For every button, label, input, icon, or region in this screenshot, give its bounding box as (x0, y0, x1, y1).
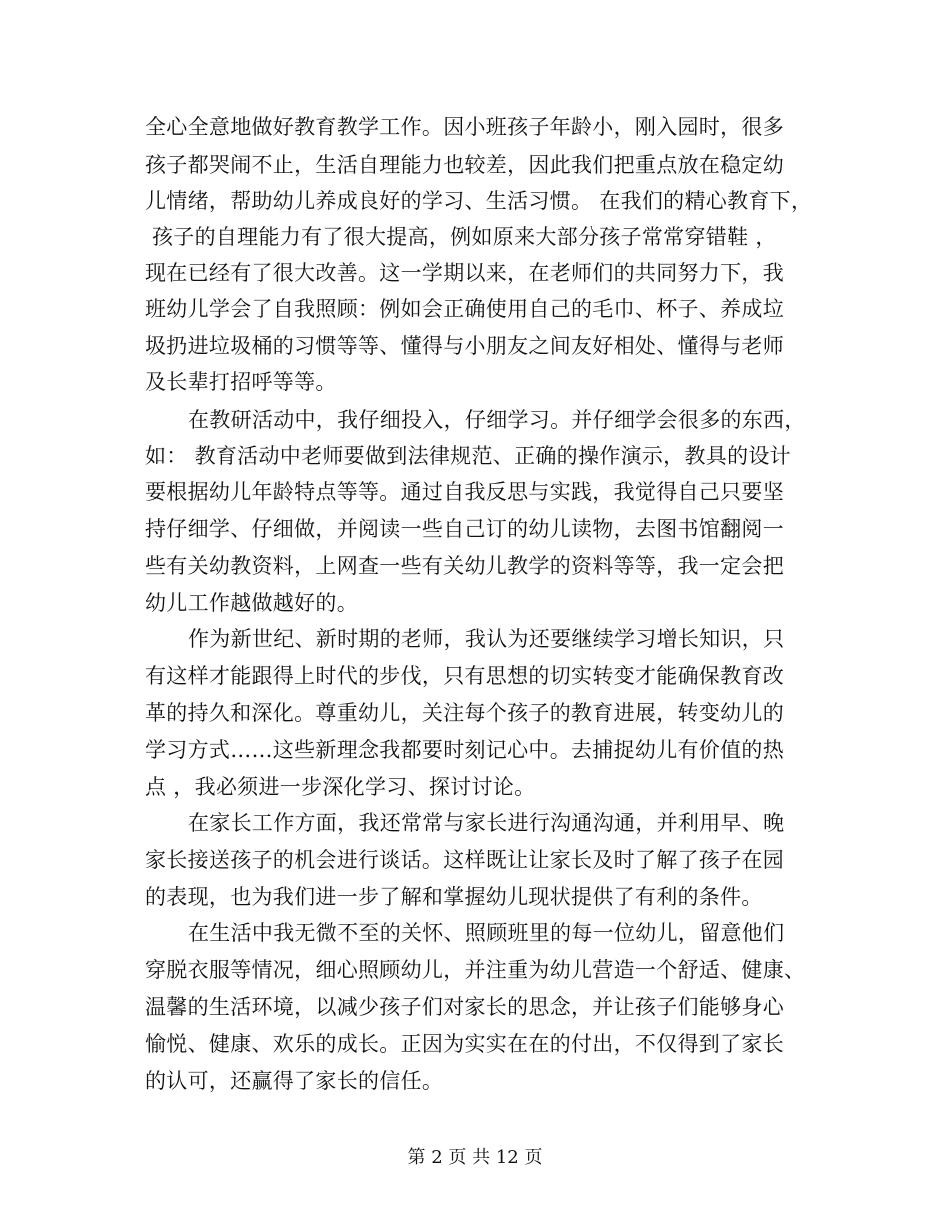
text-line: 有这样才能跟得上时代的步伐，只有思想的切实转变才能确保教育改 (145, 664, 784, 688)
text-line: 班幼儿学会了自我照顾：例如会正确使用自己的毛巾、杯子、养成垃 (145, 297, 784, 321)
text-line: 孩子都哭闹不止，生活自理能力也较差，因此我们把重点放在稳定幼 (145, 153, 784, 177)
text-line: 的认可，还赢得了家长的信任。 (145, 1069, 444, 1093)
paragraph-start-line: 作为新世纪、新时期的老师，我认为还要继续学习增长知识，只 (188, 627, 785, 651)
paragraph-start-line: 在生活中我无微不至的关怀、照顾班里的每一位幼儿，留意他们 (188, 921, 785, 945)
paragraph-start-line: 在家长工作方面，我还常常与家长进行沟通沟通，并利用早、晚 (188, 811, 785, 835)
text-line: 孩子的自理能力有了很大提高，例如原来大部分孩子常常穿错鞋 ， (145, 225, 777, 249)
text-line: 持仔细学、仔细做，并阅读一些自己订的幼儿读物，去图书馆翻阅一 (145, 517, 784, 541)
text-line: 圾扔进垃圾桶的习惯等等、懂得与小朋友之间友好相处、懂得与老师 (145, 334, 784, 358)
text-line: 学习方式……这些新理念我都要时刻记心中。去捕捉幼儿有价值的热 (145, 738, 784, 762)
text-line: 革的持久和深化。尊重幼儿，关注每个孩子的教育进展，转变幼儿的 (145, 701, 784, 725)
text-line: 幼儿工作越做越好的。 (145, 591, 358, 615)
text-line: 如： 教育活动中老师要做到法律规范、正确的操作演示，教具的设计 (145, 444, 791, 468)
text-line: 的表现，也为我们进一步了解和掌握幼儿现状提供了有利的条件。 (145, 885, 763, 909)
text-line: 些有关幼教资料，上网查一些有关幼儿教学的资料等等，我一定会把 (145, 554, 784, 578)
text-line: 儿情绪，帮助幼儿养成良好的学习、生活习惯。 在我们的精心教育下， (145, 189, 813, 213)
text-line: 及长辈打招呼等等。 (145, 370, 337, 394)
paragraph-start-line: 在教研活动中，我仔细投入，仔细学习。并仔细学会很多的东西， (188, 408, 806, 432)
text-line: 全心全意地做好教育教学工作。因小班孩子年龄小，刚入园时，很多 (145, 115, 784, 139)
text-line: 穿脱衣服等情况，细心照顾幼儿，并注重为幼儿营造一个舒适、健康、 (145, 958, 806, 982)
text-line: 家长接送孩子的机会进行谈话。这样既让让家长及时了解了孩子在园 (145, 848, 784, 872)
text-line: 现在已经有了很大改善。这一学期以来，在老师们的共同努力下，我 (145, 261, 784, 285)
text-line: 要根据幼儿年龄特点等等。通过自我反思与实践，我觉得自己只要坚 (145, 480, 784, 504)
text-line: 温馨的生活环境，以减少孩子们对家长的思念，并让孩子们能够身心 (145, 995, 784, 1019)
text-line: 点 ，我必须进一步深化学习、探讨讨论。 (145, 775, 536, 799)
page-number-footer: 第 2 页 共 12 页 (407, 1147, 543, 1168)
text-line: 愉悦、健康、欢乐的成长。正因为实实在在的付出，不仅得到了家长 (145, 1032, 784, 1056)
